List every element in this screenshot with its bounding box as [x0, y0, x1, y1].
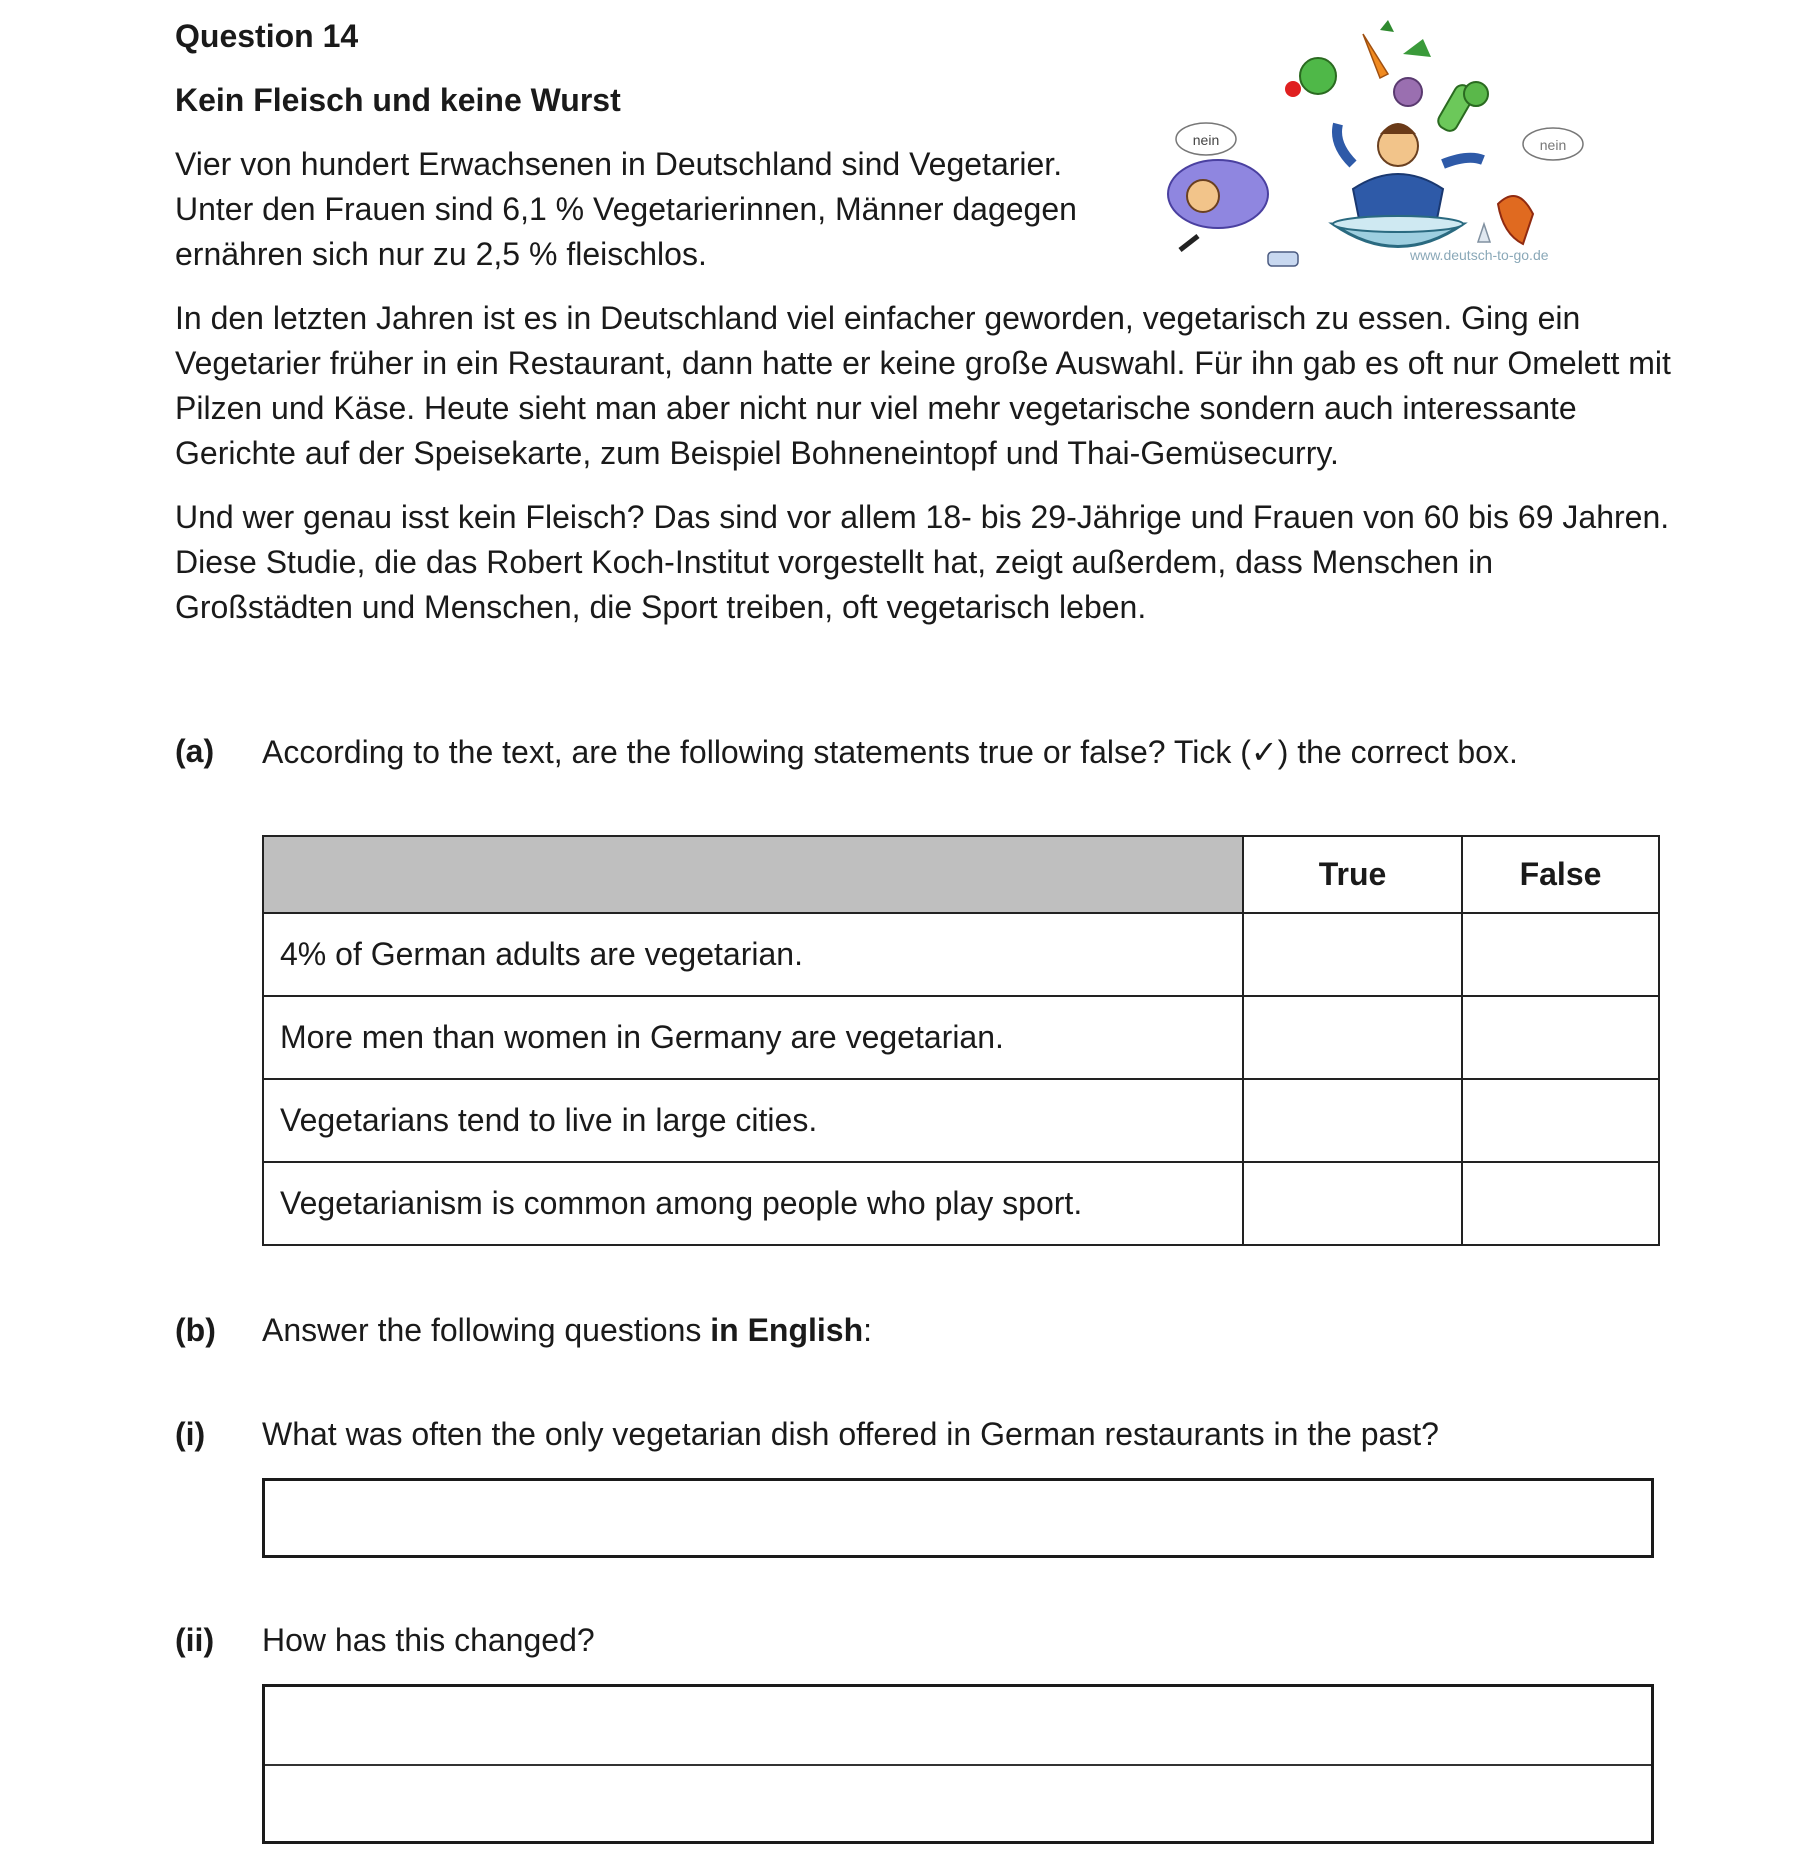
article-headline: Kein Fleisch und keine Wurst — [175, 82, 621, 118]
true-checkbox-cell[interactable] — [1243, 1162, 1462, 1245]
paragraph-1: Vier von hundert Erwachsenen in Deutschland sind Vegetarier. Unter den Frauen sind 6,1 % Vegetarierinnen, Männer dagegen ernähren sich nur zu 2,5 % fleischlos. — [175, 146, 1077, 272]
table-row — [263, 1079, 1659, 1162]
table-row — [263, 913, 1659, 996]
false-checkbox-cell[interactable] — [1462, 1079, 1659, 1162]
vegetarian-cartoon-illustration — [1158, 14, 1588, 274]
sausage-icon — [1498, 196, 1533, 244]
paragraph-2: In den letzten Jahren ist es in Deutschland viel einfacher geworden, vegetarisch zu essen. Ging ein Vegetarier früher in ein Restaurant, dann hatte er keine große Auswahl. Für ihn gab es oft nur Omelett mit Pilzen und Käse. Heute sieht man aber nicht nur viel mehr vegetarische sondern auch interessante Gerichte auf der Speisekarte, zum Beispiel Bohneneintopf und Thai-Gemüsecurry. — [175, 300, 1671, 471]
part-b-instruction — [262, 1312, 872, 1349]
false-checkbox-cell[interactable] — [1462, 996, 1659, 1079]
part-a-label: (a) — [175, 733, 215, 769]
question-ii-text: How has this changed? — [262, 1622, 595, 1658]
true-checkbox-cell[interactable] — [1243, 913, 1462, 996]
part-a-instruction: According to the text, are the following statements true or false? Tick (✓) the correct box. — [262, 734, 1518, 770]
tomato-icon — [1285, 81, 1301, 97]
part-b-label: (b) — [175, 1312, 216, 1348]
column-header-true: True — [1243, 836, 1462, 913]
table-header-row — [263, 836, 1659, 913]
true-false-table — [262, 835, 1660, 1246]
question-title: Question 14 — [175, 18, 359, 54]
answer-box-i[interactable] — [262, 1478, 1654, 1558]
statement-cell: Vegetarianism is common among people who play sport. — [263, 1162, 1243, 1245]
part-b-instruction-colon: : — [863, 1312, 873, 1348]
table-row — [263, 1162, 1659, 1245]
paragraph-3: Und wer genau isst kein Fleisch? Das sind vor allem 18- bis 29-Jährige und Frauen von 60 bis 69 Jahren. Diese Studie, die das Robert Koch-Institut vorgestellt hat, zeigt außerdem, dass Menschen in Großstädten und Menschen, die Sport treiben, oft vegetarisch leben. — [175, 499, 1670, 625]
man-face-icon — [1187, 180, 1219, 212]
statement-cell: 4% of German adults are vegetarian. — [263, 913, 1243, 996]
speech-right-text: nein — [1539, 137, 1567, 153]
question-ii-label: (ii) — [175, 1622, 215, 1658]
question-i-label: (i) — [175, 1416, 206, 1452]
false-checkbox-cell[interactable] — [1462, 913, 1659, 996]
lettuce-icon — [1300, 58, 1336, 94]
true-checkbox-cell[interactable] — [1243, 1079, 1462, 1162]
speech-left-text: nein — [1192, 132, 1220, 148]
onion-icon — [1394, 78, 1422, 106]
column-header-false: False — [1462, 836, 1659, 913]
statement-cell: More men than women in Germany are vegetarian. — [263, 996, 1243, 1079]
part-b-instruction-bold: in English — [710, 1312, 864, 1348]
statement-cell: Vegetarians tend to live in large cities. — [263, 1079, 1243, 1162]
illustration-watermark: www.deutsch-to-go.de — [1410, 247, 1549, 263]
false-checkbox-cell[interactable] — [1462, 1162, 1659, 1245]
table-header-blank — [263, 836, 1243, 913]
answer-box-ii[interactable] — [262, 1684, 1654, 1844]
table-row — [263, 996, 1659, 1079]
true-checkbox-cell[interactable] — [1243, 996, 1462, 1079]
answer-line-divider — [265, 1764, 1651, 1766]
carrot-icon — [1363, 34, 1388, 78]
question-i-text: What was often the only vegetarian dish offered in German restaurants in the past? — [262, 1416, 1439, 1452]
part-b-instruction-text: Answer the following questions — [262, 1312, 711, 1348]
